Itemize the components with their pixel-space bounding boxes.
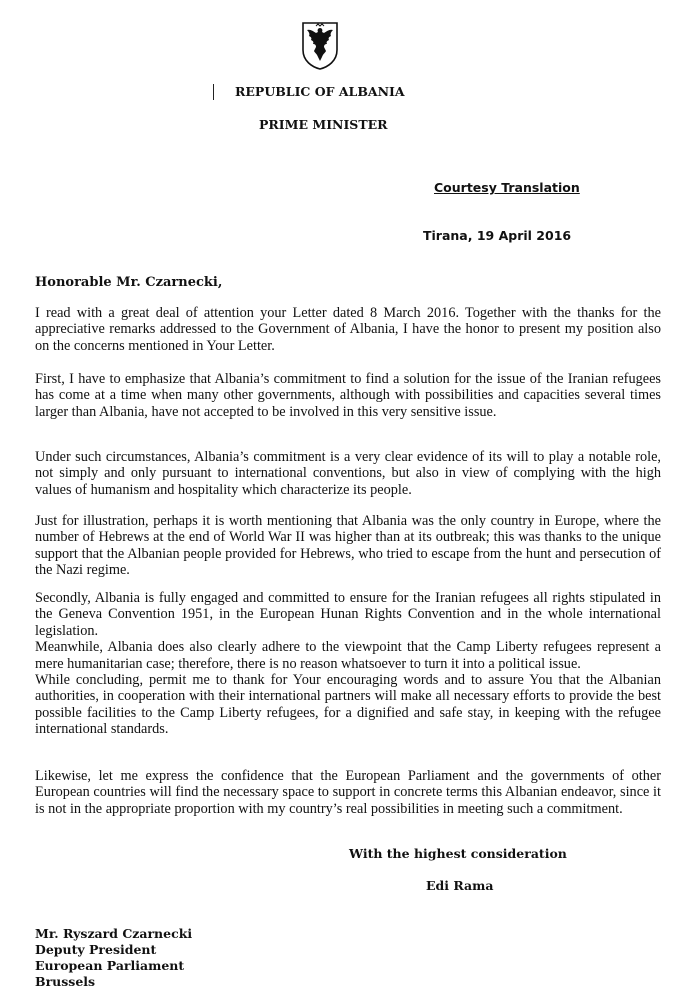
- header-divider: [213, 84, 214, 100]
- letter-date: Tirana, 19 April 2016: [423, 228, 572, 243]
- paragraph: I read with a great deal of attention your Letter dated 8 March 2016. Together with the thanks for the appreciative remarks addressed to the Government of Albania, I have the honor to present my position also on the concerns mentioned in Your Letter.: [35, 305, 661, 354]
- addressee-name: Mr. Ryszard Czarnecki: [35, 926, 193, 941]
- addressee-block: [35, 926, 192, 990]
- paragraph: Secondly, Albania is fully engaged and committed to ensure for the Iranian refugees all rights stipulated in the Geneva Convention 1951, in the European Hunan Rights Convention and in the whole international legislation.: [35, 590, 661, 639]
- addressee-organization: European Parliament: [35, 958, 185, 973]
- closing-line: With the highest consideration: [349, 846, 567, 861]
- addressee-city: Brussels: [35, 974, 96, 989]
- albanian-eagle-emblem: [301, 20, 339, 70]
- addressee-title: Deputy President: [35, 942, 157, 957]
- paragraph: Meanwhile, Albania does also clearly adhere to the viewpoint that the Camp Liberty refugees represent a mere humanitarian case; therefore, there is no reason whatsoever to turn it into a political issue.: [35, 639, 661, 672]
- salutation: Honorable Mr. Czarnecki,: [35, 275, 223, 290]
- courtesy-translation-label: Courtesy Translation: [434, 180, 580, 195]
- letterhead-republic: REPUBLIC OF ALBANIA: [235, 84, 405, 99]
- paragraph-group: [35, 590, 661, 738]
- paragraph: Just for illustration, perhaps it is worth mentioning that Albania was the only country in Europe, where the number of Hebrews at the end of World War II was higher than at its outbreak; this was thanks to the unique support that the Albanian people provided for Hebrews, who tried to escape from the hunt and persecution of the Nazi regime.: [35, 513, 661, 579]
- signer-name: Edi Rama: [426, 878, 494, 893]
- paragraph: First, I have to emphasize that Albania’s commitment to find a solution for the issue of the Iranian refugees has come at a time when many other governments, although with possibilities and capacities several times larger than Albania, have not accepted to be involved in this very sensitive issue.: [35, 371, 661, 420]
- paragraph: While concluding, permit me to thank for Your encouraging words and to assure You that the Albanian authorities, in cooperation with their international partners will make all necessary efforts to provide the best possible facilities to the Camp Liberty refugees, for a dignified and safe stay, in keeping with the refugee international standards.: [35, 672, 661, 738]
- letterhead-office: PRIME MINISTER: [259, 117, 388, 132]
- paragraph: Under such circumstances, Albania’s commitment is a very clear evidence of its will to play a notable role, not simply and only pursuant to international conventions, but also in view of complying with the high values of humanism and hospitality which characterize its people.: [35, 449, 661, 498]
- paragraph: Likewise, let me express the confidence that the European Parliament and the governments of other European countries will find the necessary space to support in concrete terms this Albanian endeavor, since it is not in the appropriate proportion with my country’s real possibilities in meeting such a commitment.: [35, 768, 661, 817]
